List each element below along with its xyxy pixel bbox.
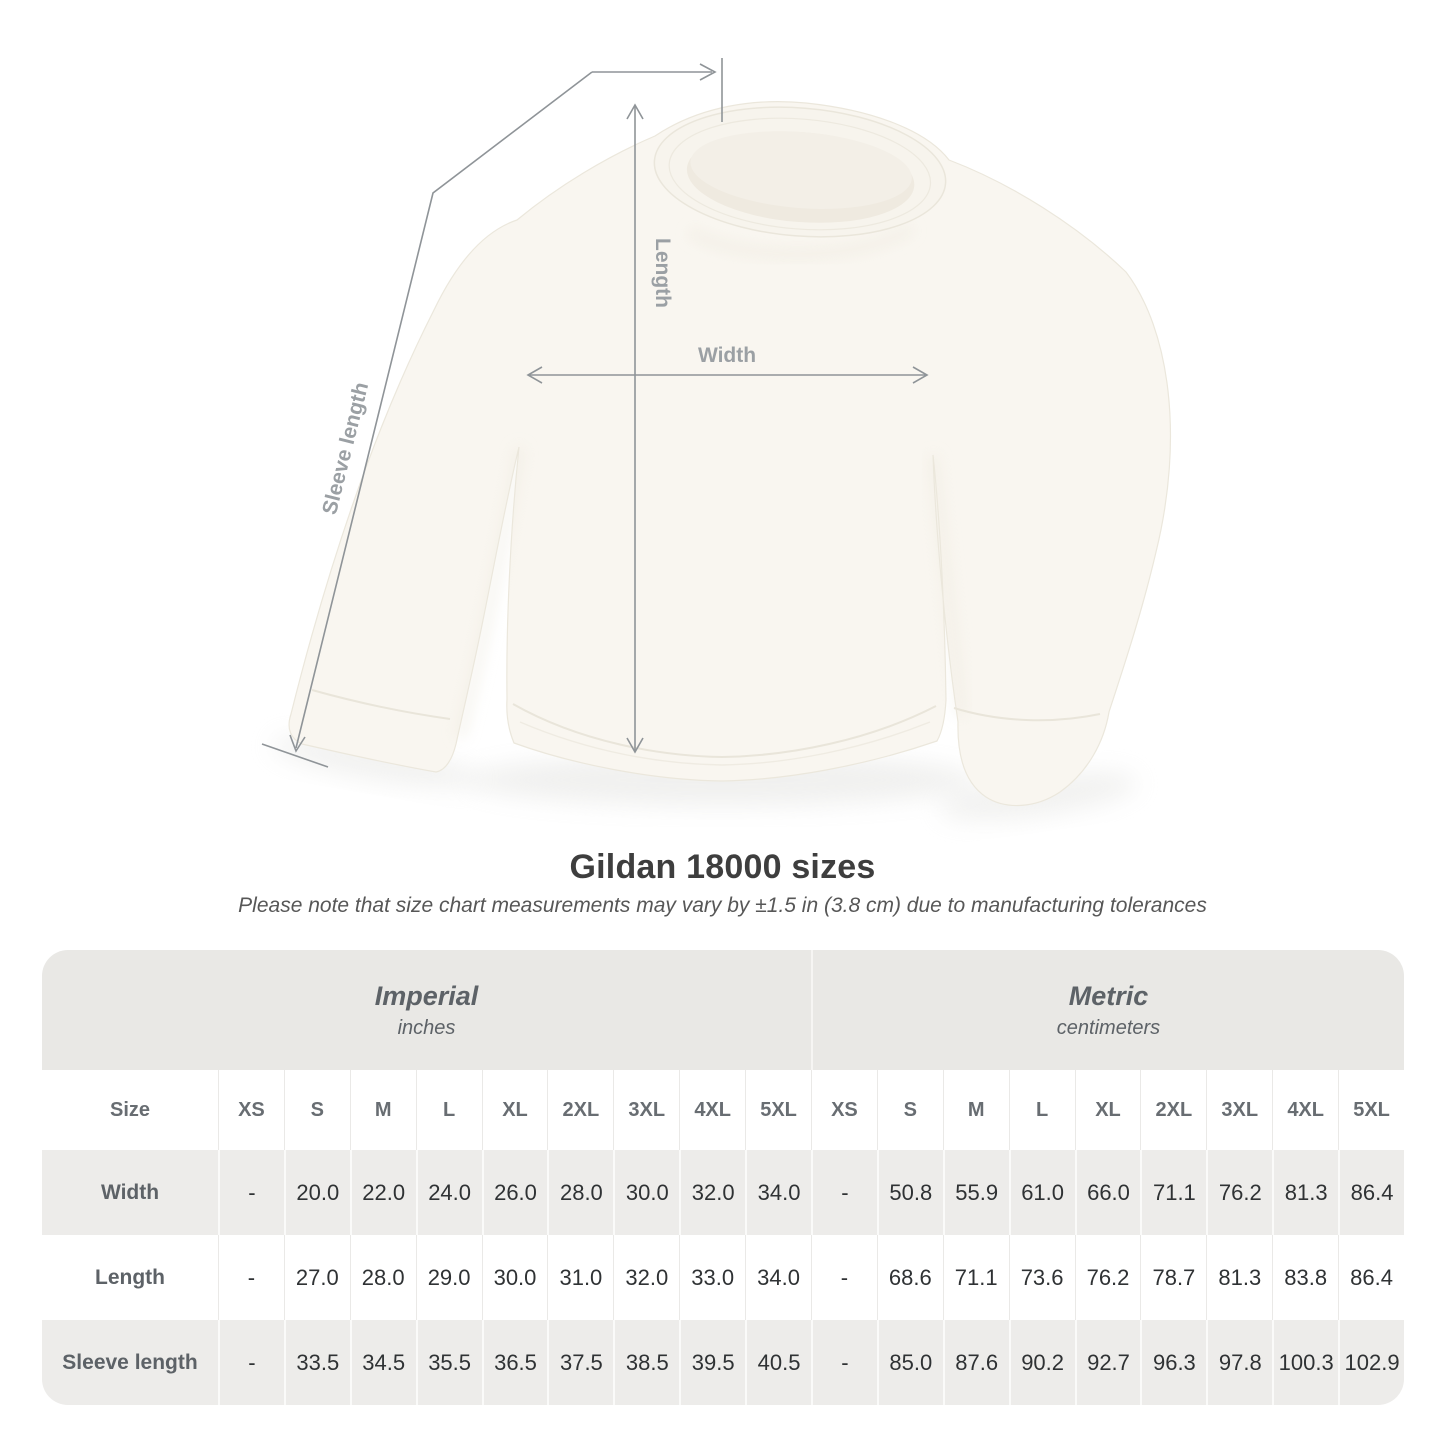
cell: 71.1 [1140, 1150, 1206, 1235]
size-col-header: 4XL [679, 1070, 745, 1150]
size-header: Size [42, 1070, 218, 1150]
cell: 78.7 [1140, 1235, 1206, 1320]
cell: 27.0 [284, 1235, 350, 1320]
cell: 81.3 [1206, 1235, 1272, 1320]
cell: 28.0 [350, 1235, 416, 1320]
size-col-header: XS [218, 1070, 284, 1150]
unit-group-imperial [42, 950, 811, 1070]
unit-group-name: Imperial [374, 980, 479, 1011]
cell: - [218, 1235, 284, 1320]
cell: 85.0 [877, 1320, 943, 1405]
cell: 35.5 [416, 1320, 482, 1405]
page-title: Gildan 18000 sizes [569, 848, 876, 886]
cell: 33.5 [284, 1320, 350, 1405]
cell: 71.1 [943, 1235, 1009, 1320]
cell: 36.5 [482, 1320, 548, 1405]
size-col-header: S [877, 1070, 943, 1150]
cell: 31.0 [547, 1235, 613, 1320]
cell: 66.0 [1075, 1150, 1141, 1235]
sleeve-length-label: Sleeve length [318, 379, 374, 517]
cell: 73.6 [1009, 1235, 1075, 1320]
cell: 34.0 [745, 1235, 811, 1320]
size-col-header: S [284, 1070, 350, 1150]
cell: - [218, 1320, 284, 1405]
cell: 55.9 [943, 1150, 1009, 1235]
cell: 100.3 [1272, 1320, 1338, 1405]
cell: 38.5 [613, 1320, 679, 1405]
cell: 86.4 [1338, 1150, 1404, 1235]
size-col-header: 2XL [547, 1070, 613, 1150]
cell: 24.0 [416, 1150, 482, 1235]
length-label: Length [651, 238, 674, 308]
tolerance-note: Please note that size chart measurements may vary by ±1.5 in (3.8 cm) due to manufacturing tolerances [238, 894, 1207, 917]
size-col-header: 5XL [1338, 1070, 1404, 1150]
cell: 26.0 [482, 1150, 548, 1235]
unit-group-unit: inches [397, 1016, 456, 1039]
cell: 30.0 [613, 1150, 679, 1235]
cell: 37.5 [547, 1320, 613, 1405]
cell: 28.0 [547, 1150, 613, 1235]
cell: 86.4 [1338, 1235, 1404, 1320]
row-label: Width [42, 1150, 218, 1235]
cell: 68.6 [877, 1235, 943, 1320]
cell: 20.0 [284, 1150, 350, 1235]
size-col-header: 3XL [613, 1070, 679, 1150]
row-label: Length [42, 1235, 218, 1320]
cell: 33.0 [679, 1235, 745, 1320]
size-col-header: XL [1075, 1070, 1141, 1150]
cell: 76.2 [1075, 1235, 1141, 1320]
unit-group-name: Metric [1068, 980, 1149, 1011]
cell: 96.3 [1140, 1320, 1206, 1405]
size-col-header: XS [811, 1070, 877, 1150]
cell: 30.0 [482, 1235, 548, 1320]
cell: 32.0 [613, 1235, 679, 1320]
cell: 50.8 [877, 1150, 943, 1235]
size-col-header: L [1009, 1070, 1075, 1150]
cell: 29.0 [416, 1235, 482, 1320]
cell: 81.3 [1272, 1150, 1338, 1235]
cell: - [811, 1235, 877, 1320]
size-col-header: M [350, 1070, 416, 1150]
cell: 90.2 [1009, 1320, 1075, 1405]
size-col-header: 5XL [745, 1070, 811, 1150]
unit-group-unit: centimeters [1056, 1016, 1161, 1039]
cell: 83.8 [1272, 1235, 1338, 1320]
row-label: Sleeve length [42, 1320, 218, 1405]
cell: - [811, 1150, 877, 1235]
size-col-header: L [416, 1070, 482, 1150]
size-col-header: M [943, 1070, 1009, 1150]
size-col-header: 2XL [1140, 1070, 1206, 1150]
size-table [42, 950, 1404, 1405]
size-col-header: 4XL [1272, 1070, 1338, 1150]
width-label: Width [697, 344, 757, 367]
size-col-header: XL [482, 1070, 548, 1150]
cell: 102.9 [1338, 1320, 1404, 1405]
cell: 97.8 [1206, 1320, 1272, 1405]
cell: 76.2 [1206, 1150, 1272, 1235]
cell: 39.5 [679, 1320, 745, 1405]
size-col-header: 3XL [1206, 1070, 1272, 1150]
cell: 34.0 [745, 1150, 811, 1235]
cell: 92.7 [1075, 1320, 1141, 1405]
cell: 34.5 [350, 1320, 416, 1405]
cell: 22.0 [350, 1150, 416, 1235]
unit-group-metric [811, 950, 1404, 1070]
cell: 61.0 [1009, 1150, 1075, 1235]
cell: 87.6 [943, 1320, 1009, 1405]
cell: 40.5 [745, 1320, 811, 1405]
cell: 32.0 [679, 1150, 745, 1235]
cell: - [811, 1320, 877, 1405]
cell: - [218, 1150, 284, 1235]
